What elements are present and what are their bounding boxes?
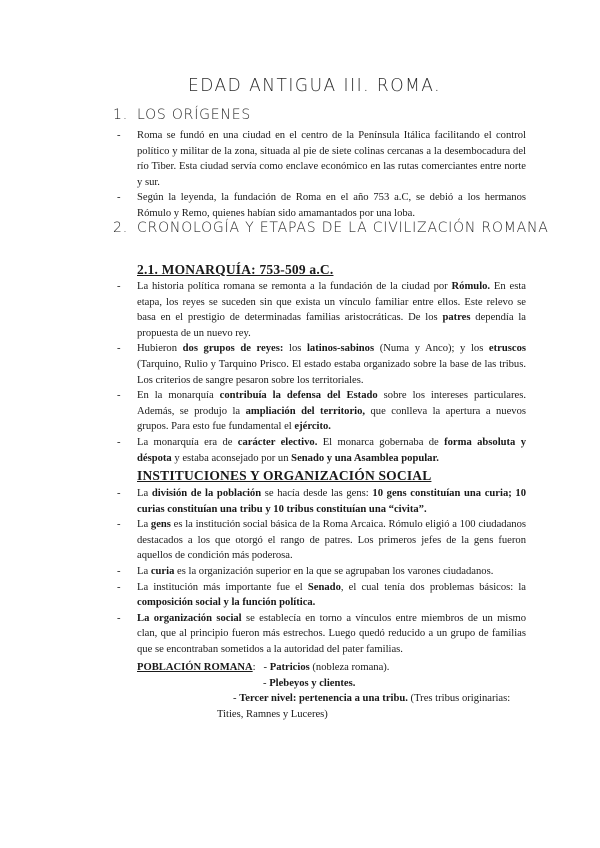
poblacion-item-bold: Plebeyos y clientes. [269,677,356,689]
list-item: - Roma se fundó en una ciudad en el centro de la Península Itálica facilitando el control político y militar de la zona, situada al pie de siete colinas cercanas a la desembocadura del río Tiber. Esta ciudad servía como enclave económico en las rutas comerciantes entre norte y sur. [117,128,526,190]
list-item: - La historia política romana se remonta a la fundación de la ciudad por Rómulo. En esta etapa, los reyes se suceden sin que exista un vínculo familiar entre ellos. Este relevo se basa en el prestigio de determinadas familias aristocráticas. De los patres dependía la propuesta de un nuevo rey. [117,279,526,341]
poblacion-line-1: POBLACIÓN ROMANA: - Patricios (nobleza romana). [137,662,390,673]
list-item: - La institución más importante fue el Senado, el cual tenía dos problemas básicos: la composición social y la función política. [117,580,526,611]
poblacion-item-bold: Patricios [269,662,310,673]
section-title: LOS ORÍGENES [137,107,252,123]
subsection-heading-instituciones: INSTITUCIONES Y ORGANIZACIÓN SOCIAL [137,468,432,483]
list-item: - La monarquía era de carácter electivo. El monarca gobernaba de forma absoluta y déspota y estaba aconsejado por un Senado y una Asamblea popular. [117,435,526,466]
section-heading-cronologia [113,220,549,236]
section-number: 2. [113,220,128,236]
instituciones-list [117,486,526,658]
list-item: - Según la leyenda, la fundación de Roma en el año 753 a.C, se debió a los hermanos Rómulo y Remo, quienes habían sido amamantados por una loba. [117,190,526,221]
document-title: EDAD ANTIGUA III. ROMA. [188,75,441,97]
poblacion-line-3: - Tercer nivel: pertenencia a una tribu. (Tres tribus originarias: [233,693,511,705]
section-number: 1. [113,107,128,123]
list-item: - Hubieron dos grupos de reyes: los latinos-sabinos (Numa y Anco); y los etruscos (Tarquino, Rulio y Tarquino Prisco. El estado estaba organizado sobre la base de las tribus. Los criterios de sangre pesaron sobre los territoriales. [117,341,526,388]
poblacion-item-bold: Tercer nivel: pertenencia a una tribu. [239,693,408,705]
poblacion-line-4: Tities, Ramnes y Luceres) [217,708,328,720]
list-item: - La división de la población se hacía desde las gens: 10 gens constituían una curia; 10 curias constituían una tribu y 10 tribus constituían una “civita”. [117,486,526,517]
section-heading-origenes [113,107,251,123]
list-item: - La curia es la organización superior en la que se agrupaban los varones ciudadanos. [117,564,526,580]
list-item: - En la monarquía contribuía la defensa del Estado sobre los intereses particulares. Además, se produjo la ampliación del territorio, que conlleva la apertura a nuevos grupos. Para esto fue fundamental el ejército. [117,388,526,435]
list-item: - La gens es la institución social básica de la Roma Arcaica. Rómulo eligió a 100 ciudadanos destacados a los que otorgó el rango de patres. Los primeros jefes de la gens fueron aquellos de condición más poderosa. [117,517,526,564]
subsection-heading-monarquia: 2.1. MONARQUÍA: 753-509 a.C. [137,262,334,277]
section-title: CRONOLOGÍA Y ETAPAS DE LA CIVILIZACIÓN ROMANA [137,220,549,236]
monarquia-list [117,279,526,466]
list-item: - La organización social se establecía en torno a vínculos entre miembros de un mismo clan, que al principio fueron más estrechos. Luego quedó reducido a un grupo de familias que se encontraban sometidos a la autoridad del pater familias. [117,611,526,658]
poblacion-block [137,660,510,722]
poblacion-label: POBLACIÓN ROMANA [137,662,253,673]
poblacion-line-2: - Plebeyos y clientes. [263,677,356,689]
origenes-list [117,128,526,222]
